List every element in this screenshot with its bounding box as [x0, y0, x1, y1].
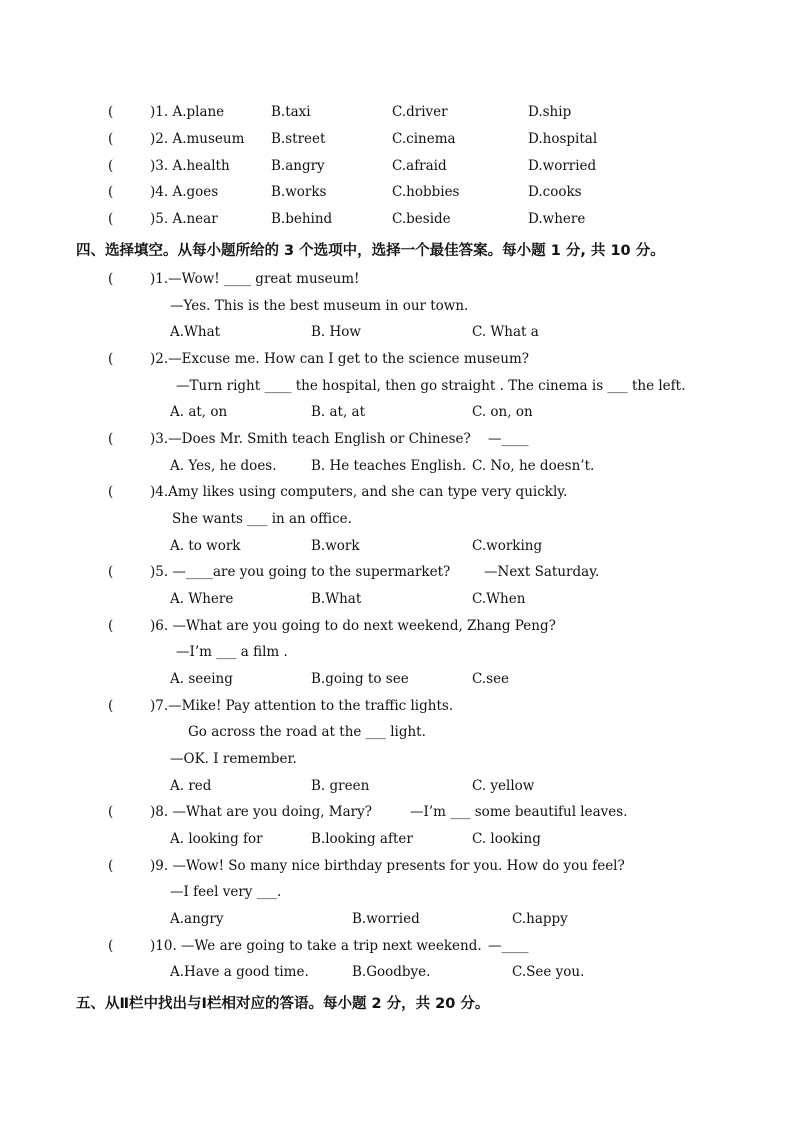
dialogue-line: —Turn right ____ the hospital, then go straight . The cinema is ___ the left. — [176, 378, 686, 394]
option-a: )5. A.near — [150, 211, 218, 227]
option-a: A. Yes, he does. — [170, 458, 277, 474]
option-c: C.driver — [392, 104, 448, 120]
option-c: C. What a — [472, 324, 539, 340]
answer-paren[interactable]: ( — [108, 211, 114, 227]
answer-paren[interactable]: ( — [108, 104, 114, 120]
option-a: )2. A.museum — [150, 131, 245, 147]
answer-blank: —____ — [488, 938, 529, 954]
answer-paren[interactable]: ( — [108, 938, 114, 954]
dialogue-line: —OK. I remember. — [170, 751, 297, 767]
option-a: A. Where — [170, 591, 234, 607]
answer-paren[interactable]: ( — [108, 158, 114, 174]
answer-paren[interactable]: ( — [108, 858, 114, 874]
option-b: B.angry — [271, 158, 325, 174]
option-d: D.where — [528, 211, 586, 227]
option-b: B. at, at — [311, 404, 366, 420]
answer-paren[interactable]: ( — [108, 351, 114, 367]
option-b: B.work — [311, 538, 360, 554]
question-stem: )10. —We are going to take a trip next weekend. — [150, 938, 482, 954]
answer-blank: —____ — [488, 431, 529, 447]
question-stem: )8. —What are you doing, Mary? — [150, 804, 372, 820]
option-b: B.going to see — [311, 671, 409, 687]
option-a: A. red — [170, 778, 212, 794]
option-b: B. How — [311, 324, 361, 340]
option-a: A. at, on — [170, 404, 228, 420]
option-d: D.worried — [528, 158, 597, 174]
option-c: C.happy — [512, 911, 568, 927]
option-a: A. seeing — [170, 671, 233, 687]
answer-paren[interactable]: ( — [108, 131, 114, 147]
option-b: B.street — [271, 131, 326, 147]
dialogue-line: —I feel very ___. — [170, 884, 282, 900]
option-a: )4. A.goes — [150, 184, 219, 200]
answer-paren[interactable]: ( — [108, 184, 114, 200]
option-c: C.cinema — [392, 131, 456, 147]
option-c: C.see — [472, 671, 510, 687]
option-c: C.When — [472, 591, 526, 607]
option-b: B.taxi — [271, 104, 311, 120]
dialogue-line: She wants ___ in an office. — [172, 511, 352, 527]
option-b: B.looking after — [311, 831, 413, 847]
option-b: B.behind — [271, 211, 333, 227]
question-stem: )9. —Wow! So many nice birthday presents for you. How do you feel? — [150, 858, 625, 874]
option-c: C.beside — [392, 211, 451, 227]
dialogue-line: Go across the road at the ___ light. — [188, 724, 426, 740]
question-stem: )7.—Mike! Pay attention to the traffic lights. — [150, 698, 454, 714]
option-a: )1. A.plane — [150, 104, 225, 120]
question-stem: )6. —What are you going to do next weekend, Zhang Peng? — [150, 618, 556, 634]
option-c: C.See you. — [512, 964, 585, 980]
option-d: D.hospital — [528, 131, 598, 147]
option-d: D.ship — [528, 104, 572, 120]
option-a: A.What — [170, 324, 221, 340]
option-c: C. No, he doesn’t. — [472, 458, 595, 474]
answer-paren[interactable]: ( — [108, 698, 114, 714]
question-stem: )4.Amy likes using computers, and she can type very quickly. — [150, 484, 568, 500]
option-b: B.Goodbye. — [352, 964, 431, 980]
option-b: B.worried — [352, 911, 420, 927]
option-c: C.working — [472, 538, 543, 554]
option-c: C. on, on — [472, 404, 533, 420]
option-a: A. to work — [170, 538, 241, 554]
question-stem: )5. —____are you going to the supermarket? — [150, 564, 451, 580]
option-d: D.cooks — [528, 184, 582, 200]
option-a: A.angry — [170, 911, 224, 927]
question-stem: )3.—Does Mr. Smith teach English or Chinese? — [150, 431, 471, 447]
dialogue-line: —I’m ___ a film . — [176, 644, 288, 660]
section5-heading: 五、从Ⅱ栏中找出与Ⅰ栏相对应的答语。每小题 2 分，共 20 分。 — [76, 996, 490, 1012]
answer-paren[interactable]: ( — [108, 431, 114, 447]
answer-paren[interactable]: ( — [108, 564, 114, 580]
question-stem: )1.—Wow! ____ great museum! — [150, 271, 360, 287]
option-c: C. yellow — [472, 778, 535, 794]
option-c: C.afraid — [392, 158, 447, 174]
answer-paren[interactable]: ( — [108, 271, 114, 287]
section4-heading: 四、选择填空。从每小题所给的 3 个选项中，选择一个最佳答案。每小题 1 分, 共 10 分。 — [76, 243, 665, 259]
option-c: C.hobbies — [392, 184, 460, 200]
option-b: B.What — [311, 591, 362, 607]
option-b: B. green — [311, 778, 370, 794]
dialogue-line: —Yes. This is the best museum in our town. — [170, 298, 469, 314]
answer-line: —I’m ___ some beautiful leaves. — [410, 804, 628, 820]
option-a: A.Have a good time. — [170, 964, 309, 980]
question-stem: )2.—Excuse me. How can I get to the science museum? — [150, 351, 529, 367]
option-a: A. looking for — [170, 831, 263, 847]
answer-paren[interactable]: ( — [108, 804, 114, 820]
option-c: C. looking — [472, 831, 541, 847]
answer-line: —Next Saturday. — [484, 564, 600, 580]
option-b: B. He teaches English. — [311, 458, 467, 474]
option-a: )3. A.health — [150, 158, 230, 174]
answer-paren[interactable]: ( — [108, 484, 114, 500]
answer-paren[interactable]: ( — [108, 618, 114, 634]
option-b: B.works — [271, 184, 327, 200]
